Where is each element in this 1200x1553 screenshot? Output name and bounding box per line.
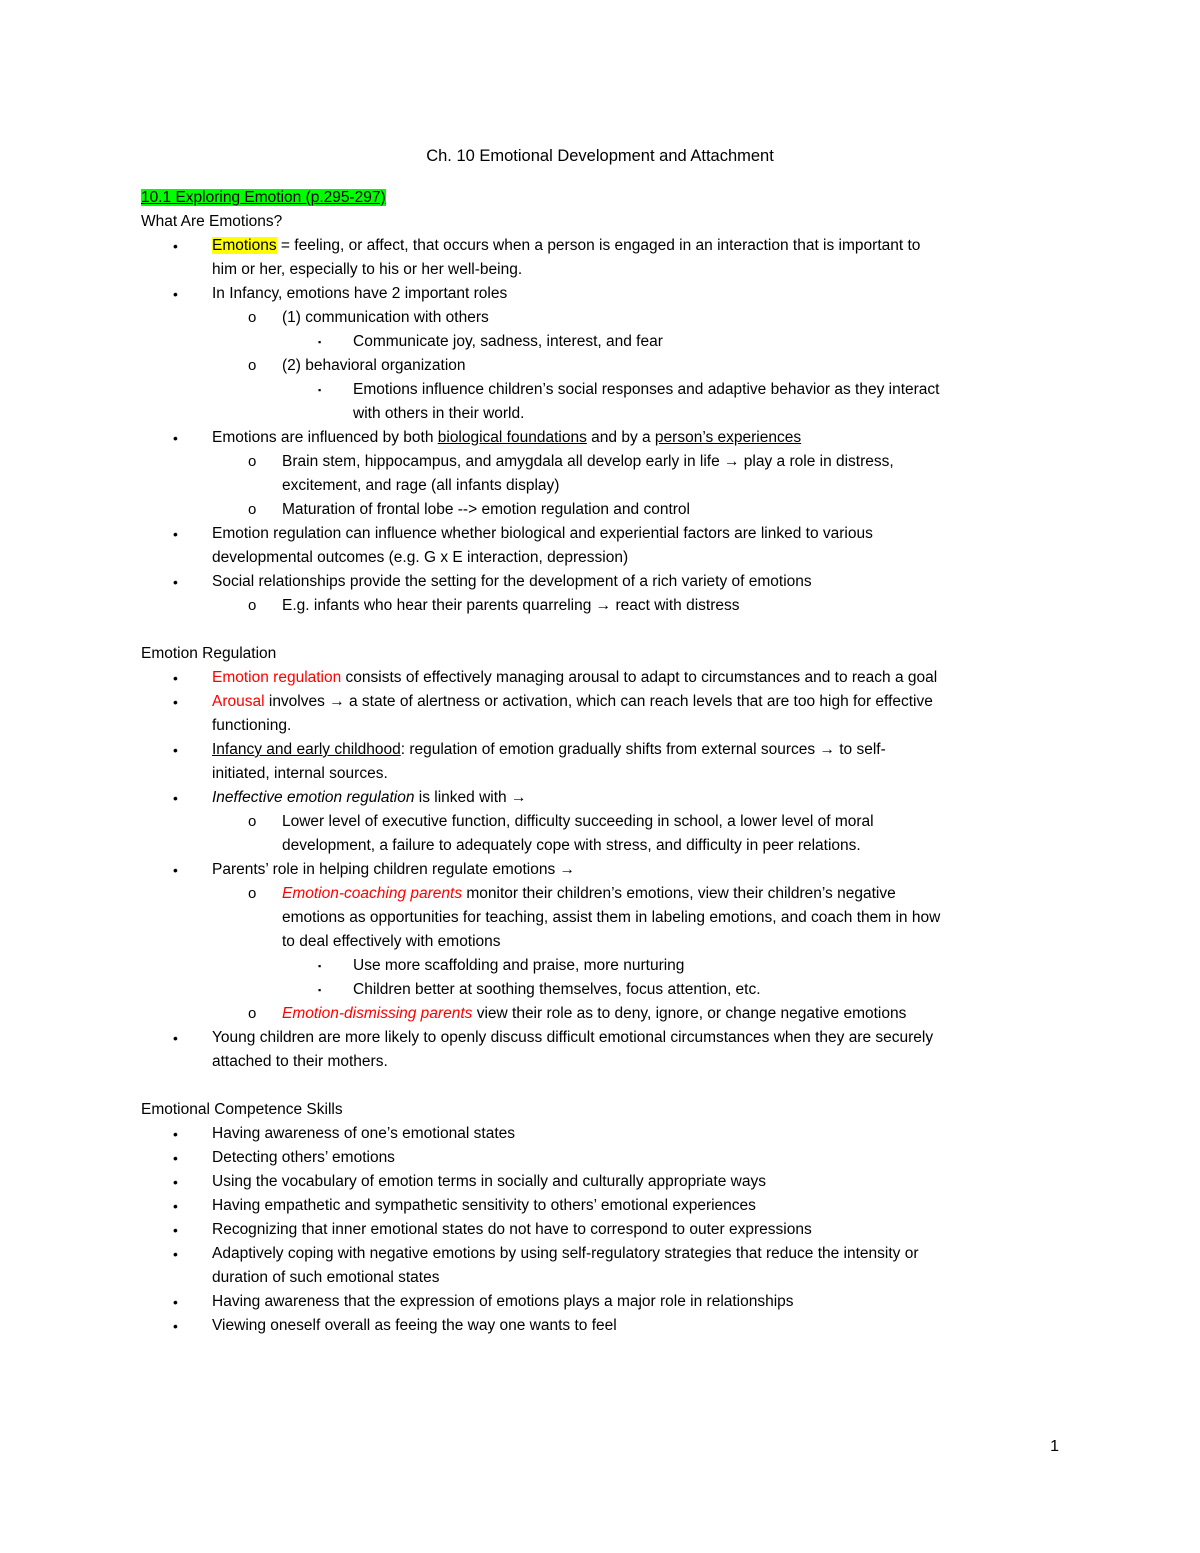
list-item: • Parents’ role in helping children regulate emotions → [141,858,1071,882]
list-item-continuation: excitement, and rage (all infants display) [282,477,560,494]
list-item: • Arousal involves → a state of alertness or activation, which can reach levels that are too high for effective [141,690,1071,714]
key-term: Emotions [212,237,277,254]
bullet-icon: o [248,453,257,470]
list-item: • Using the vocabulary of emotion terms in socially and culturally appropriate ways [141,1170,1071,1194]
list-item: • Emotion regulation can influence whether biological and experiential factors are linked to various [141,522,1071,546]
arrow-icon: → [510,789,527,806]
list-item: • Having awareness that the expression of emotions plays a major role in relationships [141,1290,1071,1314]
list-item: • Young children are more likely to openly discuss difficult emotional circumstances when they are securely [141,1026,1071,1050]
document-body [141,186,1071,1338]
list-item-continuation: development, a failure to adequately cope with stress, and difficulty in peer relations. [282,837,861,854]
bullet-icon: • [173,1246,178,1262]
bullet-icon: o [248,501,257,518]
bullet-icon: • [173,1126,178,1142]
bullet-icon: o [248,813,257,830]
arrow-icon: → [724,453,740,470]
subheading: What Are Emotions? [141,213,283,230]
list-item-continuation: functioning. [212,717,292,734]
bullet-icon: ▪ [318,337,322,347]
bullet-icon: • [173,1150,178,1166]
list-subitem: o Maturation of frontal lobe --> emotion regulation and control [141,498,1071,522]
list-item: • Having empathetic and sympathetic sensitivity to others’ emotional experiences [141,1194,1071,1218]
bullet-icon: • [173,694,178,710]
list-item: • Having awareness of one’s emotional states [141,1122,1071,1146]
list-subsubitem: ▪ Emotions influence children’s social responses and adaptive behavior as they interact [141,378,1071,402]
bullet-icon: • [173,238,178,254]
bullet-icon: • [173,574,178,590]
page-number: 1 [1050,1438,1059,1455]
bullet-icon: • [173,790,178,806]
bullet-icon: • [173,1222,178,1238]
list-subitem: o E.g. infants who hear their parents quarreling → react with distress [141,594,1071,618]
bullet-icon: • [173,430,178,446]
list-item: • Viewing oneself overall as feeing the way one wants to feel [141,1314,1071,1338]
list-item: • Social relationships provide the setting for the development of a rich variety of emotions [141,570,1071,594]
list-item: • Detecting others’ emotions [141,1146,1071,1170]
bullet-icon: o [248,1005,257,1022]
bullet-icon: • [173,1318,178,1334]
bullet-icon: • [173,286,178,302]
list-item: • Emotion regulation consists of effectively managing arousal to adapt to circumstances and to reach a goal [141,666,1071,690]
list-item-continuation: initiated, internal sources. [212,765,388,782]
underlined-term: person’s experiences [654,429,802,446]
spacer [141,618,1071,642]
list-item-continuation: emotions as opportunities for teaching, assist them in labeling emotions, and coach them in how [282,909,941,926]
list-item-continuation: to deal effectively with emotions [282,933,501,950]
key-term: Emotion-coaching parents [282,885,463,902]
bullet-icon: • [173,742,178,758]
bullet-icon: • [173,1294,178,1310]
list-item-continuation: duration of such emotional states [212,1269,440,1286]
list-item: • Emotions = feeling, or affect, that occurs when a person is engaged in an interaction that is important to [141,234,1071,258]
list-item: • Ineffective emotion regulation is linked with → [141,786,1071,810]
list-item-continuation: him or her, especially to his or her well-being. [212,261,523,278]
list-subitem: o Lower level of executive function, difficulty succeeding in school, a lower level of moral [141,810,1071,834]
list-item: • Adaptively coping with negative emotions by using self-regulatory strategies that reduce the intensity or [141,1242,1071,1266]
bullet-icon: • [173,526,178,542]
bullet-icon: ▪ [318,985,322,995]
bullet-icon: • [173,670,178,686]
underlined-term: biological foundations [437,429,587,446]
bullet-icon: o [248,597,257,614]
list-item: • Emotions are influenced by both biological foundations and by a person’s experiences [141,426,1071,450]
bullet-icon: • [173,1198,178,1214]
spacer [141,1074,1071,1098]
bullet-icon: • [173,1174,178,1190]
list-item-continuation: attached to their mothers. [212,1053,388,1070]
list-subitem: o Brain stem, hippocampus, and amygdala all develop early in life → play a role in distress, [141,450,1071,474]
list-item-continuation: with others in their world. [353,405,525,422]
bullet-icon: • [173,862,178,878]
list-item: • Recognizing that inner emotional states do not have to correspond to outer expressions [141,1218,1071,1242]
arrow-icon: → [819,741,835,758]
bullet-icon: o [248,357,257,374]
list-subsubitem: ▪ Children better at soothing themselves, focus attention, etc. [141,978,1071,1002]
bullet-icon: ▪ [318,385,322,395]
list-subsubitem: ▪ Communicate joy, sadness, interest, and fear [141,330,1071,354]
key-term: Arousal [212,693,265,710]
list-subitem: o Emotion-coaching parents monitor their children’s emotions, view their children’s negative [141,882,1071,906]
underlined-term: Infancy and early childhood [212,741,401,758]
list-subitem: o (1) communication with others [141,306,1071,330]
bullet-icon: o [248,309,257,326]
bullet-icon: • [173,1030,178,1046]
arrow-icon: → [595,597,612,614]
list-item-continuation: developmental outcomes (e.g. G x E interaction, depression) [212,549,629,566]
list-subitem: o (2) behavioral organization [141,354,1071,378]
list-item: • In Infancy, emotions have 2 important roles [141,282,1071,306]
list-subsubitem: ▪ Use more scaffolding and praise, more nurturing [141,954,1071,978]
document-title: Ch. 10 Emotional Development and Attachment [426,147,774,165]
section-heading: Emotion Regulation [141,645,277,662]
section-heading [141,186,1071,210]
list-subitem: o Emotion-dismissing parents view their role as to deny, ignore, or change negative emotions [141,1002,1071,1026]
bullet-icon: ▪ [318,961,322,971]
italic-term: Ineffective emotion regulation [212,789,415,806]
section-heading-text: 10.1 Exploring Emotion (p.295-297) [141,189,386,206]
list-item: • Infancy and early childhood: regulation of emotion gradually shifts from external sources → to self- [141,738,1071,762]
key-term: Emotion regulation [212,669,342,686]
arrow-icon: → [559,861,576,878]
key-term: Emotion-dismissing parents [282,1005,473,1022]
arrow-icon: → [329,693,345,710]
section-heading: Emotional Competence Skills [141,1101,343,1118]
bullet-icon: o [248,885,257,902]
